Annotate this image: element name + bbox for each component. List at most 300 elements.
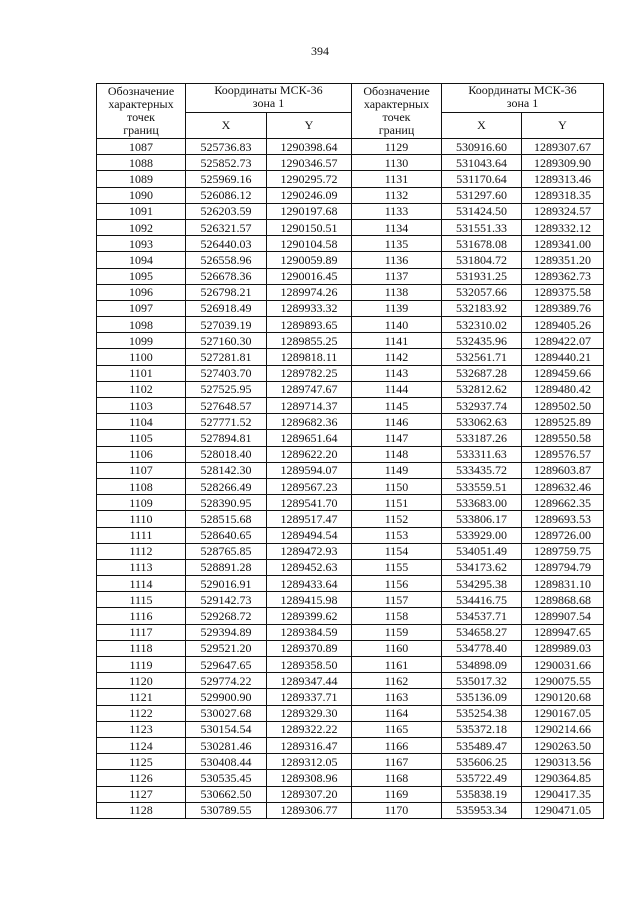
y-coordinate-cell: 1289375.58 bbox=[522, 284, 604, 300]
y-coordinate-cell: 1289337.71 bbox=[267, 689, 352, 705]
y-coordinate-cell: 1289329.30 bbox=[267, 705, 352, 721]
y-coordinate-cell: 1289662.35 bbox=[522, 495, 604, 511]
point-id-cell: 1103 bbox=[97, 398, 186, 414]
system-header-line: зона 1 bbox=[506, 96, 539, 110]
point-header-line: Обозначение bbox=[107, 84, 175, 98]
y-coordinate-cell: 1289351.20 bbox=[522, 252, 604, 268]
point-id-cell: 1167 bbox=[352, 754, 442, 770]
y-coordinate-cell: 1289324.57 bbox=[522, 203, 604, 219]
x-coordinate-cell: 528640.65 bbox=[186, 527, 267, 543]
x-coordinate-cell: 533683.00 bbox=[442, 495, 522, 511]
x-coordinate-cell: 535372.18 bbox=[442, 721, 522, 737]
point-id-cell: 1104 bbox=[97, 414, 186, 430]
x-coordinate-cell: 528390.95 bbox=[186, 495, 267, 511]
point-id-cell: 1149 bbox=[352, 462, 442, 478]
x-coordinate-cell: 529268.72 bbox=[186, 608, 267, 624]
table-row bbox=[97, 236, 604, 252]
y-coordinate-cell: 1289576.57 bbox=[522, 446, 604, 462]
point-id-cell: 1098 bbox=[97, 317, 186, 333]
table-row bbox=[97, 155, 604, 171]
y-coordinate-cell: 1290398.64 bbox=[267, 139, 352, 155]
x-coordinate-cell: 528018.40 bbox=[186, 446, 267, 462]
point-id-cell: 1099 bbox=[97, 333, 186, 349]
point-id-cell: 1093 bbox=[97, 236, 186, 252]
x-coordinate-cell: 532937.74 bbox=[442, 398, 522, 414]
y-coordinate-cell: 1290346.57 bbox=[267, 155, 352, 171]
x-coordinate-cell: 535953.34 bbox=[442, 802, 522, 818]
x-coordinate-cell: 527771.52 bbox=[186, 414, 267, 430]
y-column-header: Y bbox=[522, 113, 604, 139]
y-coordinate-cell: 1289459.66 bbox=[522, 365, 604, 381]
y-coordinate-cell: 1290471.05 bbox=[522, 802, 604, 818]
table-row bbox=[97, 786, 604, 802]
y-coordinate-cell: 1289322.22 bbox=[267, 721, 352, 737]
y-coordinate-cell: 1289714.37 bbox=[267, 398, 352, 414]
point-id-cell: 1120 bbox=[97, 673, 186, 689]
x-coordinate-cell: 528266.49 bbox=[186, 478, 267, 494]
x-coordinate-cell: 530408.44 bbox=[186, 754, 267, 770]
x-column-header: X bbox=[186, 113, 267, 139]
x-coordinate-cell: 530916.60 bbox=[442, 139, 522, 155]
point-id-cell: 1165 bbox=[352, 721, 442, 737]
point-id-cell: 1134 bbox=[352, 219, 442, 235]
x-coordinate-cell: 535606.25 bbox=[442, 754, 522, 770]
x-coordinate-cell: 531043.64 bbox=[442, 155, 522, 171]
y-coordinate-cell: 1289651.64 bbox=[267, 430, 352, 446]
y-coordinate-cell: 1289594.07 bbox=[267, 462, 352, 478]
y-coordinate-cell: 1289341.00 bbox=[522, 236, 604, 252]
system-header-line: Координаты МСК-36 bbox=[214, 83, 323, 97]
y-coordinate-cell: 1289313.46 bbox=[522, 171, 604, 187]
table-row bbox=[97, 576, 604, 592]
point-id-cell: 1108 bbox=[97, 478, 186, 494]
x-coordinate-cell: 531804.72 bbox=[442, 252, 522, 268]
y-coordinate-cell: 1289347.44 bbox=[267, 673, 352, 689]
point-id-cell: 1152 bbox=[352, 511, 442, 527]
table-body bbox=[97, 139, 604, 819]
point-id-cell: 1101 bbox=[97, 365, 186, 381]
coordinate-system-header bbox=[442, 84, 604, 113]
y-coordinate-cell: 1289693.53 bbox=[522, 511, 604, 527]
x-coordinate-cell: 527403.70 bbox=[186, 365, 267, 381]
y-coordinate-cell: 1289855.25 bbox=[267, 333, 352, 349]
x-coordinate-cell: 532057.66 bbox=[442, 284, 522, 300]
table-row bbox=[97, 511, 604, 527]
point-id-cell: 1119 bbox=[97, 657, 186, 673]
table-row bbox=[97, 689, 604, 705]
y-coordinate-cell: 1290104.58 bbox=[267, 236, 352, 252]
table-row bbox=[97, 300, 604, 316]
point-id-cell: 1088 bbox=[97, 155, 186, 171]
point-id-cell: 1153 bbox=[352, 527, 442, 543]
x-coordinate-cell: 526918.49 bbox=[186, 300, 267, 316]
table-row bbox=[97, 462, 604, 478]
x-coordinate-cell: 530662.50 bbox=[186, 786, 267, 802]
point-id-cell: 1117 bbox=[97, 624, 186, 640]
x-coordinate-cell: 530154.54 bbox=[186, 721, 267, 737]
table-row bbox=[97, 608, 604, 624]
point-id-cell: 1087 bbox=[97, 139, 186, 155]
x-coordinate-cell: 531678.08 bbox=[442, 236, 522, 252]
y-coordinate-cell: 1289893.65 bbox=[267, 317, 352, 333]
y-coordinate-cell: 1289933.32 bbox=[267, 300, 352, 316]
y-coordinate-cell: 1289682.36 bbox=[267, 414, 352, 430]
table-row bbox=[97, 349, 604, 365]
x-coordinate-cell: 530535.45 bbox=[186, 770, 267, 786]
y-coordinate-cell: 1289622.20 bbox=[267, 446, 352, 462]
y-coordinate-cell: 1289782.25 bbox=[267, 365, 352, 381]
x-coordinate-cell: 528515.68 bbox=[186, 511, 267, 527]
point-id-cell: 1091 bbox=[97, 203, 186, 219]
table-row bbox=[97, 705, 604, 721]
point-id-cell: 1123 bbox=[97, 721, 186, 737]
y-coordinate-cell: 1289358.50 bbox=[267, 657, 352, 673]
point-id-cell: 1124 bbox=[97, 737, 186, 753]
table-row bbox=[97, 430, 604, 446]
point-id-cell: 1125 bbox=[97, 754, 186, 770]
table-row bbox=[97, 317, 604, 333]
table-row bbox=[97, 657, 604, 673]
point-header-line: границ bbox=[123, 123, 159, 137]
x-coordinate-cell: 526203.59 bbox=[186, 203, 267, 219]
x-coordinate-cell: 526086.12 bbox=[186, 187, 267, 203]
y-coordinate-cell: 1289502.50 bbox=[522, 398, 604, 414]
y-coordinate-cell: 1289550.58 bbox=[522, 430, 604, 446]
page-number: 394 bbox=[311, 44, 329, 58]
point-id-cell: 1141 bbox=[352, 333, 442, 349]
x-coordinate-cell: 526678.36 bbox=[186, 268, 267, 284]
point-id-cell: 1143 bbox=[352, 365, 442, 381]
point-id-cell: 1137 bbox=[352, 268, 442, 284]
point-id-cell: 1096 bbox=[97, 284, 186, 300]
point-id-cell: 1110 bbox=[97, 511, 186, 527]
x-coordinate-cell: 532812.62 bbox=[442, 381, 522, 397]
point-id-cell: 1116 bbox=[97, 608, 186, 624]
table-row bbox=[97, 187, 604, 203]
point-id-cell: 1115 bbox=[97, 592, 186, 608]
x-coordinate-cell: 529394.89 bbox=[186, 624, 267, 640]
y-coordinate-cell: 1289868.68 bbox=[522, 592, 604, 608]
point-id-cell: 1111 bbox=[97, 527, 186, 543]
x-coordinate-cell: 528891.28 bbox=[186, 559, 267, 575]
y-coordinate-cell: 1289525.89 bbox=[522, 414, 604, 430]
x-coordinate-cell: 531424.50 bbox=[442, 203, 522, 219]
table-row bbox=[97, 721, 604, 737]
table-row bbox=[97, 624, 604, 640]
y-coordinate-cell: 1290417.35 bbox=[522, 786, 604, 802]
x-coordinate-cell: 527525.95 bbox=[186, 381, 267, 397]
x-coordinate-cell: 532687.28 bbox=[442, 365, 522, 381]
x-coordinate-cell: 533929.00 bbox=[442, 527, 522, 543]
system-header-line: зона 1 bbox=[252, 96, 285, 110]
y-coordinate-cell: 1289332.12 bbox=[522, 219, 604, 235]
point-header-line: точек bbox=[382, 110, 411, 124]
x-coordinate-cell: 531551.33 bbox=[442, 219, 522, 235]
table-row bbox=[97, 640, 604, 656]
table-row bbox=[97, 203, 604, 219]
point-id-cell: 1150 bbox=[352, 478, 442, 494]
point-id-cell: 1154 bbox=[352, 543, 442, 559]
point-id-cell: 1145 bbox=[352, 398, 442, 414]
point-header-line: характерных bbox=[363, 97, 430, 111]
point-id-cell: 1135 bbox=[352, 236, 442, 252]
table-row bbox=[97, 802, 604, 818]
point-id-cell: 1106 bbox=[97, 446, 186, 462]
x-coordinate-cell: 525736.83 bbox=[186, 139, 267, 155]
y-coordinate-cell: 1289632.46 bbox=[522, 478, 604, 494]
point-id-cell: 1129 bbox=[352, 139, 442, 155]
point-id-cell: 1122 bbox=[97, 705, 186, 721]
x-coordinate-cell: 532183.92 bbox=[442, 300, 522, 316]
x-coordinate-cell: 525852.73 bbox=[186, 155, 267, 171]
y-coordinate-cell: 1289989.03 bbox=[522, 640, 604, 656]
point-id-cell: 1100 bbox=[97, 349, 186, 365]
x-coordinate-cell: 533559.51 bbox=[442, 478, 522, 494]
system-header-line: Координаты МСК-36 bbox=[468, 83, 577, 97]
y-coordinate-cell: 1289440.21 bbox=[522, 349, 604, 365]
point-id-cell: 1113 bbox=[97, 559, 186, 575]
x-coordinate-cell: 526321.57 bbox=[186, 219, 267, 235]
table-row bbox=[97, 268, 604, 284]
table-row bbox=[97, 527, 604, 543]
point-id-cell: 1148 bbox=[352, 446, 442, 462]
point-id-cell: 1094 bbox=[97, 252, 186, 268]
point-id-cell: 1151 bbox=[352, 495, 442, 511]
point-id-cell: 1114 bbox=[97, 576, 186, 592]
table-row bbox=[97, 754, 604, 770]
y-coordinate-cell: 1290075.55 bbox=[522, 673, 604, 689]
y-coordinate-cell: 1289907.54 bbox=[522, 608, 604, 624]
table-row bbox=[97, 333, 604, 349]
point-id-cell: 1109 bbox=[97, 495, 186, 511]
point-id-cell: 1160 bbox=[352, 640, 442, 656]
y-coordinate-cell: 1289794.79 bbox=[522, 559, 604, 575]
y-coordinate-cell: 1289974.26 bbox=[267, 284, 352, 300]
y-coordinate-cell: 1289433.64 bbox=[267, 576, 352, 592]
point-id-cell: 1132 bbox=[352, 187, 442, 203]
x-coordinate-cell: 529142.73 bbox=[186, 592, 267, 608]
point-id-cell: 1147 bbox=[352, 430, 442, 446]
point-header-line: характерных bbox=[108, 97, 174, 111]
y-coordinate-cell: 1289306.77 bbox=[267, 802, 352, 818]
point-designation-header bbox=[352, 84, 442, 139]
x-coordinate-cell: 530027.68 bbox=[186, 705, 267, 721]
x-coordinate-cell: 535254.38 bbox=[442, 705, 522, 721]
x-coordinate-cell: 529521.20 bbox=[186, 640, 267, 656]
point-id-cell: 1107 bbox=[97, 462, 186, 478]
table-row bbox=[97, 543, 604, 559]
table-row bbox=[97, 398, 604, 414]
y-coordinate-cell: 1289362.73 bbox=[522, 268, 604, 284]
y-coordinate-cell: 1289316.47 bbox=[267, 737, 352, 753]
x-coordinate-cell: 531170.64 bbox=[442, 171, 522, 187]
point-id-cell: 1131 bbox=[352, 171, 442, 187]
point-id-cell: 1169 bbox=[352, 786, 442, 802]
point-id-cell: 1168 bbox=[352, 770, 442, 786]
y-coordinate-cell: 1289747.67 bbox=[267, 381, 352, 397]
x-coordinate-cell: 532435.96 bbox=[442, 333, 522, 349]
y-coordinate-cell: 1289517.47 bbox=[267, 511, 352, 527]
x-coordinate-cell: 532310.02 bbox=[442, 317, 522, 333]
table-row bbox=[97, 381, 604, 397]
x-coordinate-cell: 535136.09 bbox=[442, 689, 522, 705]
point-id-cell: 1144 bbox=[352, 381, 442, 397]
point-id-cell: 1102 bbox=[97, 381, 186, 397]
table-row bbox=[97, 365, 604, 381]
coordinate-system-header bbox=[186, 84, 352, 113]
x-coordinate-cell: 531931.25 bbox=[442, 268, 522, 284]
y-coordinate-cell: 1290167.05 bbox=[522, 705, 604, 721]
x-coordinate-cell: 534898.09 bbox=[442, 657, 522, 673]
point-id-cell: 1140 bbox=[352, 317, 442, 333]
point-id-cell: 1136 bbox=[352, 252, 442, 268]
y-coordinate-cell: 1289759.75 bbox=[522, 543, 604, 559]
x-coordinate-cell: 527281.81 bbox=[186, 349, 267, 365]
y-coordinate-cell: 1289308.96 bbox=[267, 770, 352, 786]
y-coordinate-cell: 1290197.68 bbox=[267, 203, 352, 219]
y-coordinate-cell: 1289494.54 bbox=[267, 527, 352, 543]
x-coordinate-cell: 534295.38 bbox=[442, 576, 522, 592]
y-coordinate-cell: 1290059.89 bbox=[267, 252, 352, 268]
x-coordinate-cell: 535838.19 bbox=[442, 786, 522, 802]
table-row bbox=[97, 219, 604, 235]
y-coordinate-cell: 1289384.59 bbox=[267, 624, 352, 640]
point-id-cell: 1164 bbox=[352, 705, 442, 721]
point-id-cell: 1112 bbox=[97, 543, 186, 559]
y-coordinate-cell: 1289309.90 bbox=[522, 155, 604, 171]
y-coordinate-cell: 1289399.62 bbox=[267, 608, 352, 624]
x-coordinate-cell: 535017.32 bbox=[442, 673, 522, 689]
y-coordinate-cell: 1289831.10 bbox=[522, 576, 604, 592]
y-coordinate-cell: 1289603.87 bbox=[522, 462, 604, 478]
x-coordinate-cell: 533435.72 bbox=[442, 462, 522, 478]
table-header bbox=[97, 84, 604, 139]
x-coordinate-cell: 527039.19 bbox=[186, 317, 267, 333]
x-coordinate-cell: 533311.63 bbox=[442, 446, 522, 462]
point-id-cell: 1097 bbox=[97, 300, 186, 316]
y-coordinate-cell: 1289472.93 bbox=[267, 543, 352, 559]
y-coordinate-cell: 1289389.76 bbox=[522, 300, 604, 316]
x-coordinate-cell: 528765.85 bbox=[186, 543, 267, 559]
point-id-cell: 1089 bbox=[97, 171, 186, 187]
point-id-cell: 1156 bbox=[352, 576, 442, 592]
y-coordinate-cell: 1290016.45 bbox=[267, 268, 352, 284]
x-coordinate-cell: 526440.03 bbox=[186, 236, 267, 252]
x-coordinate-cell: 526558.96 bbox=[186, 252, 267, 268]
point-id-cell: 1127 bbox=[97, 786, 186, 802]
point-id-cell: 1095 bbox=[97, 268, 186, 284]
x-coordinate-cell: 525969.16 bbox=[186, 171, 267, 187]
x-coordinate-cell: 533187.26 bbox=[442, 430, 522, 446]
y-coordinate-cell: 1289405.26 bbox=[522, 317, 604, 333]
point-id-cell: 1126 bbox=[97, 770, 186, 786]
point-id-cell: 1162 bbox=[352, 673, 442, 689]
y-coordinate-cell: 1289567.23 bbox=[267, 478, 352, 494]
x-coordinate-cell: 529774.22 bbox=[186, 673, 267, 689]
x-coordinate-cell: 531297.60 bbox=[442, 187, 522, 203]
x-coordinate-cell: 533806.17 bbox=[442, 511, 522, 527]
x-coordinate-cell: 529647.65 bbox=[186, 657, 267, 673]
point-id-cell: 1142 bbox=[352, 349, 442, 365]
y-coordinate-cell: 1289307.67 bbox=[522, 139, 604, 155]
table-row bbox=[97, 559, 604, 575]
x-coordinate-cell: 526798.21 bbox=[186, 284, 267, 300]
table-row bbox=[97, 770, 604, 786]
point-id-cell: 1139 bbox=[352, 300, 442, 316]
table-row bbox=[97, 495, 604, 511]
y-coordinate-cell: 1290150.51 bbox=[267, 219, 352, 235]
y-coordinate-cell: 1290295.72 bbox=[267, 171, 352, 187]
point-header-line: Обозначение bbox=[363, 84, 430, 98]
x-coordinate-cell: 530281.46 bbox=[186, 737, 267, 753]
point-id-cell: 1163 bbox=[352, 689, 442, 705]
x-coordinate-cell: 529900.90 bbox=[186, 689, 267, 705]
y-coordinate-cell: 1289318.35 bbox=[522, 187, 604, 203]
x-column-header: X bbox=[442, 113, 522, 139]
point-designation-header bbox=[97, 84, 186, 139]
y-coordinate-cell: 1290364.85 bbox=[522, 770, 604, 786]
y-coordinate-cell: 1289415.98 bbox=[267, 592, 352, 608]
x-coordinate-cell: 534537.71 bbox=[442, 608, 522, 624]
x-coordinate-cell: 529016.91 bbox=[186, 576, 267, 592]
y-coordinate-cell: 1289480.42 bbox=[522, 381, 604, 397]
point-id-cell: 1121 bbox=[97, 689, 186, 705]
y-coordinate-cell: 1289312.05 bbox=[267, 754, 352, 770]
y-coordinate-cell: 1290120.68 bbox=[522, 689, 604, 705]
point-id-cell: 1118 bbox=[97, 640, 186, 656]
table-row bbox=[97, 171, 604, 187]
y-coordinate-cell: 1289947.65 bbox=[522, 624, 604, 640]
x-coordinate-cell: 532561.71 bbox=[442, 349, 522, 365]
table-row bbox=[97, 414, 604, 430]
x-coordinate-cell: 530789.55 bbox=[186, 802, 267, 818]
table-row bbox=[97, 673, 604, 689]
point-id-cell: 1138 bbox=[352, 284, 442, 300]
point-id-cell: 1105 bbox=[97, 430, 186, 446]
coordinates-table bbox=[96, 83, 604, 819]
y-coordinate-cell: 1289422.07 bbox=[522, 333, 604, 349]
point-id-cell: 1128 bbox=[97, 802, 186, 818]
y-coordinate-cell: 1289726.00 bbox=[522, 527, 604, 543]
point-header-line: точек bbox=[127, 110, 155, 124]
x-coordinate-cell: 528142.30 bbox=[186, 462, 267, 478]
point-id-cell: 1170 bbox=[352, 802, 442, 818]
y-coordinate-cell: 1290263.50 bbox=[522, 737, 604, 753]
point-id-cell: 1155 bbox=[352, 559, 442, 575]
table-row bbox=[97, 592, 604, 608]
x-coordinate-cell: 535722.49 bbox=[442, 770, 522, 786]
x-coordinate-cell: 534051.49 bbox=[442, 543, 522, 559]
y-coordinate-cell: 1289452.63 bbox=[267, 559, 352, 575]
point-id-cell: 1159 bbox=[352, 624, 442, 640]
point-id-cell: 1158 bbox=[352, 608, 442, 624]
x-coordinate-cell: 527894.81 bbox=[186, 430, 267, 446]
table-row bbox=[97, 478, 604, 494]
x-coordinate-cell: 533062.63 bbox=[442, 414, 522, 430]
y-coordinate-cell: 1289370.89 bbox=[267, 640, 352, 656]
y-column-header: Y bbox=[267, 113, 352, 139]
table-row bbox=[97, 139, 604, 155]
x-coordinate-cell: 535489.47 bbox=[442, 737, 522, 753]
point-id-cell: 1157 bbox=[352, 592, 442, 608]
y-coordinate-cell: 1290031.66 bbox=[522, 657, 604, 673]
x-coordinate-cell: 534778.40 bbox=[442, 640, 522, 656]
point-id-cell: 1133 bbox=[352, 203, 442, 219]
y-coordinate-cell: 1289307.20 bbox=[267, 786, 352, 802]
table-row bbox=[97, 737, 604, 753]
x-coordinate-cell: 534173.62 bbox=[442, 559, 522, 575]
x-coordinate-cell: 534416.75 bbox=[442, 592, 522, 608]
